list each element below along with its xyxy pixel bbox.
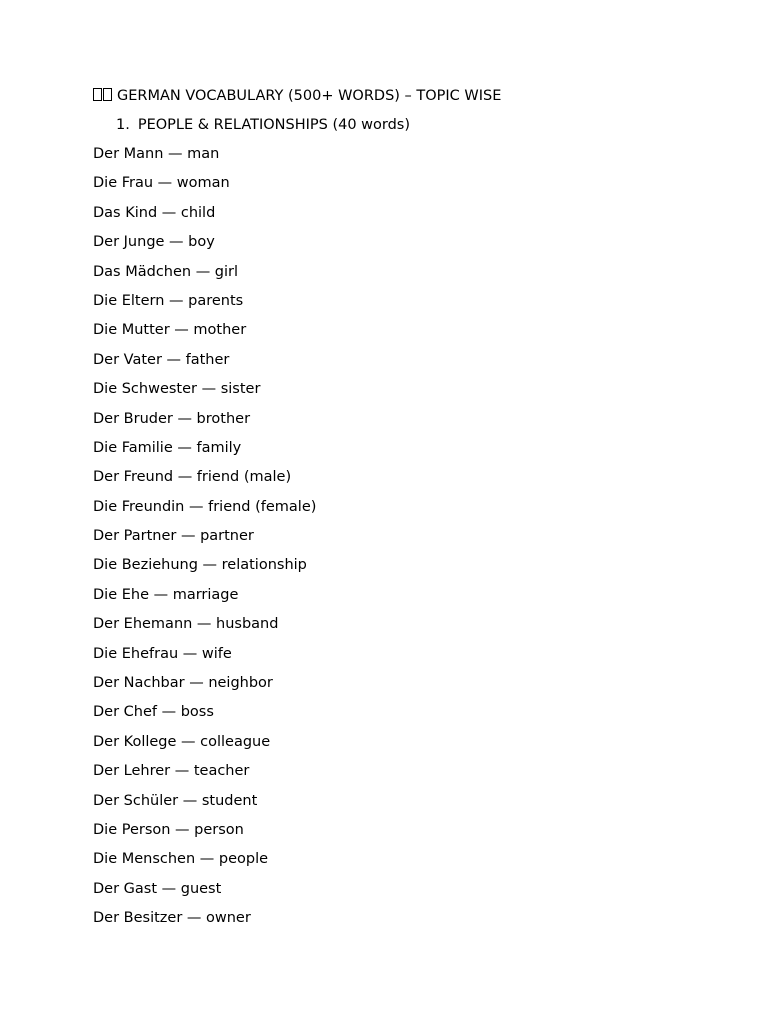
vocabulary-entry: Das Kind — child — [93, 204, 216, 221]
vocabulary-entry: Das Mädchen — girl — [93, 263, 239, 280]
vocabulary-entry: Der Nachbar — neighbor — [93, 675, 273, 692]
vocabulary-entry: Der Vater — father — [93, 351, 230, 368]
vocabulary-entry: Die Ehefrau — wife — [93, 645, 232, 662]
vocabulary-entry: Der Chef — boss — [93, 704, 214, 721]
section-title: PEOPLE & RELATIONSHIPS (40 words) — [137, 117, 411, 133]
vocabulary-entry: Die Familie — family — [93, 439, 242, 456]
vocabulary-entry: Der Junge — boy — [93, 234, 215, 251]
vocabulary-entry: Die Eltern — parents — [93, 292, 244, 309]
vocabulary-list — [93, 145, 316, 939]
vocabulary-entry: Die Beziehung — relationship — [93, 557, 307, 574]
vocabulary-entry: Der Freund — friend (male) — [93, 469, 292, 486]
document-title: GERMAN VOCABULARY (500+ WORDS) – TOPIC WISE — [117, 88, 502, 104]
vocabulary-entry: Die Mutter — mother — [93, 322, 247, 339]
vocabulary-entry: Der Bruder — brother — [93, 410, 251, 427]
section-heading — [116, 116, 410, 134]
flag-icon — [103, 88, 112, 101]
document-title-line — [93, 87, 501, 105]
vocabulary-entry: Der Lehrer — teacher — [93, 763, 250, 780]
vocabulary-entry: Der Schüler — student — [93, 792, 258, 809]
vocabulary-entry: Die Ehe — marriage — [93, 586, 239, 603]
vocabulary-entry: Der Gast — guest — [93, 880, 222, 897]
vocabulary-entry: Der Kollege — colleague — [93, 733, 271, 750]
vocabulary-entry: Der Partner — partner — [93, 528, 254, 545]
vocabulary-entry: Die Frau — woman — [93, 175, 230, 192]
vocabulary-entry: Der Besitzer — owner — [93, 910, 251, 927]
vocabulary-entry: Die Freundin — friend (female) — [93, 498, 317, 515]
flag-icon — [93, 88, 102, 101]
vocabulary-entry: Der Ehemann — husband — [93, 616, 279, 633]
section-number: 1. — [116, 117, 130, 133]
vocabulary-entry: Die Schwester — sister — [93, 381, 261, 398]
vocabulary-entry: Die Menschen — people — [93, 851, 269, 868]
vocabulary-entry: Der Mann — man — [93, 146, 220, 162]
vocabulary-entry: Die Person — person — [93, 821, 244, 838]
